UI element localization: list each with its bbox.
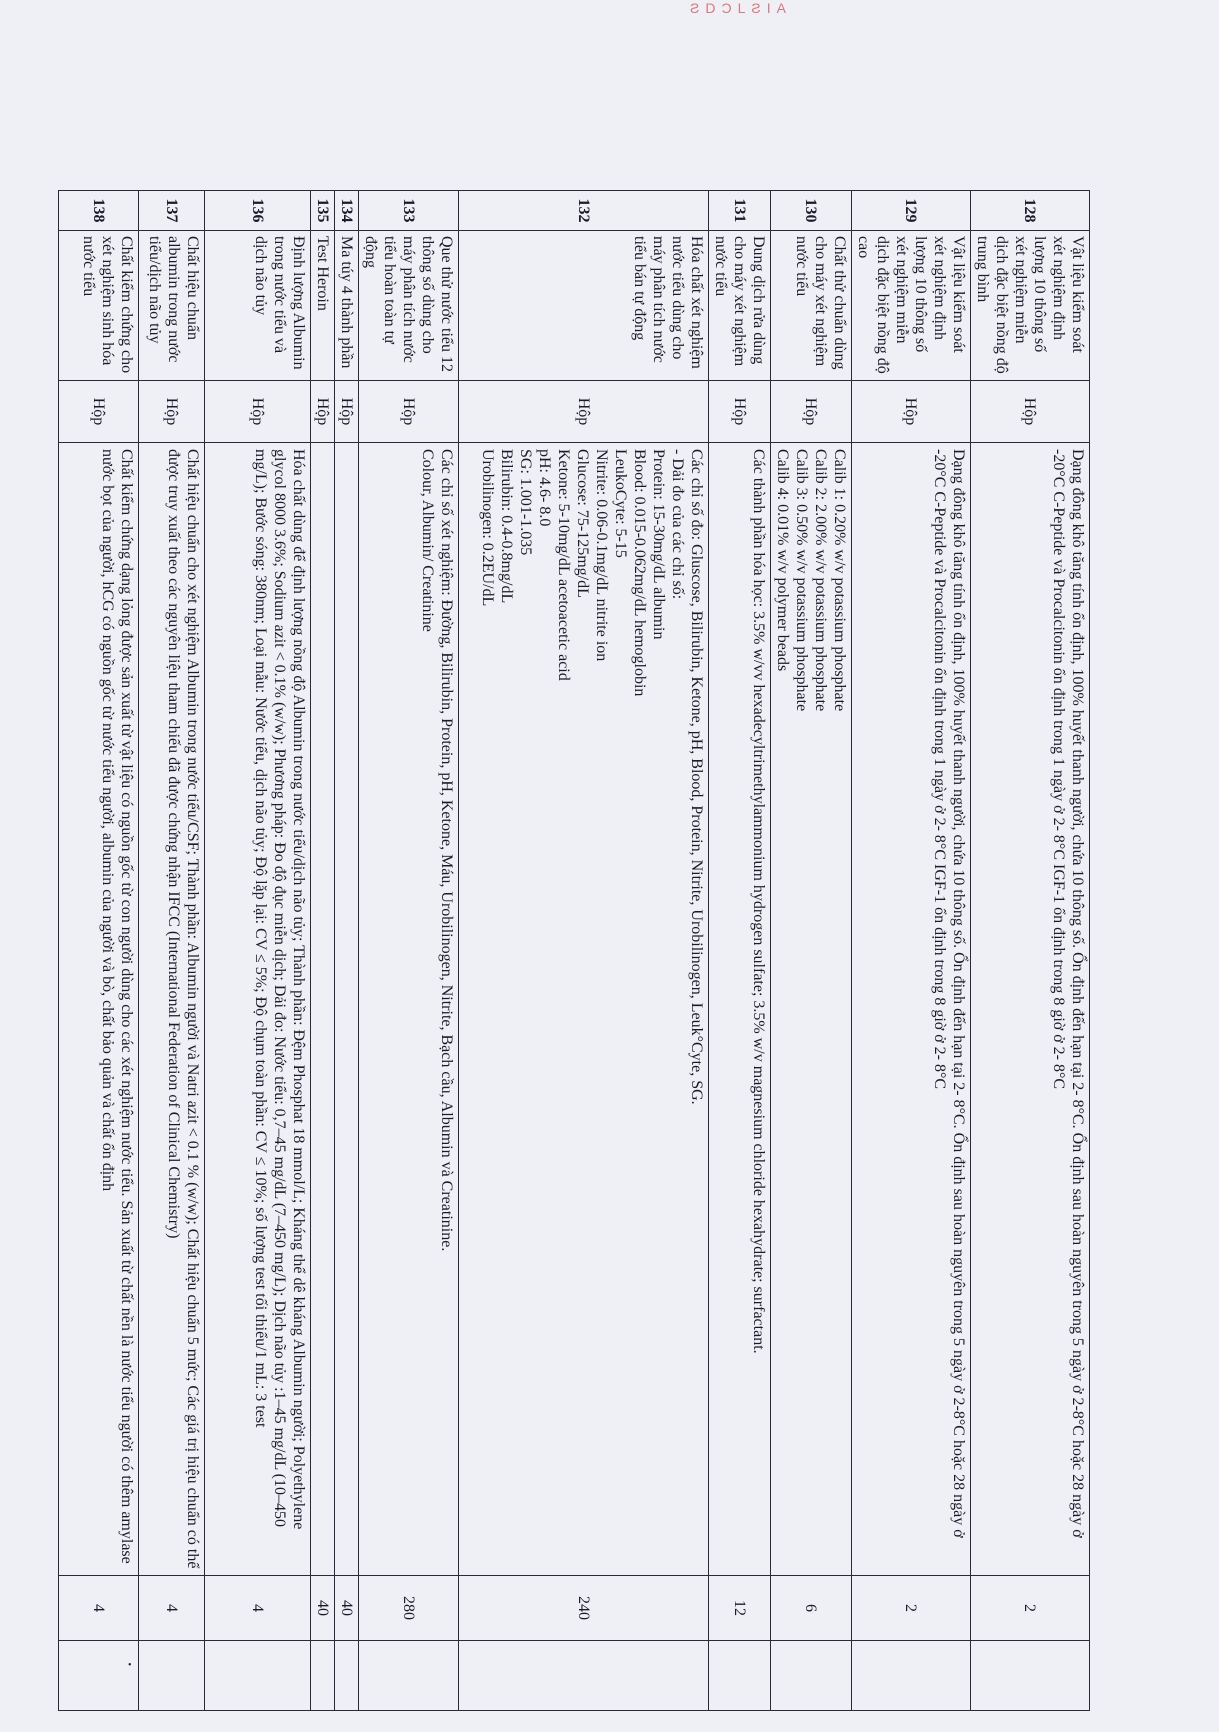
spec-line: Hóa chất dùng để định lượng nồng độ Albumin trong nước tiểu/dịch não tủy; Thành phần: Đệm Phosphat 18 mmol/L; Kháng thể dê kháng Albumin người; Polyethylene glycol 8000 3.6%; Sodium azit < 0.1% (w/w); Phương pháp: Đo độ đục miễn dịch; Dải đo: Nước tiểu: 0,7–45 mg/dL (7–450 mg/L); Dịch não tủy :1–45 mg/dL (10–450 mg/L); Bước sóng: 380nm; Loại mẫu: Nước tiểu, dịch não tủy; Độ lặp lại: CV ≤ 5%; Độ chụm toàn phần: CV ≤ 10%; số lượng test tối thiểu/1 mL: 3 test: [252, 449, 307, 1530]
item-name-cell: Chất thử chuẩn dùng cho máy xét nghiệm nước tiểu: [771, 231, 852, 381]
item-name-cell: Hóa chất xét nghiệm nước tiểu dùng cho máy phân tích nước tiểu bán tự động: [459, 231, 709, 381]
spec-line: Các chỉ số đo: Gluscose, Bilirubin, Ketone, pH, Blood, Protein, Nitrite, Urobilinogen, Leuk°Cyte, SG.: [688, 449, 705, 1105]
spec-line: LeukoCyte: 5-15: [612, 449, 629, 558]
unit-cell: Hộp: [852, 381, 971, 443]
quantity-cell: 40: [311, 1576, 335, 1641]
empty-cell: [311, 1641, 335, 1711]
table-row: [359, 191, 459, 1711]
unit-cell: Hộp: [205, 381, 311, 443]
unit-cell: Hộp: [459, 381, 709, 443]
row-number-cell: 129: [852, 191, 971, 231]
row-number-cell: 133: [359, 191, 459, 231]
specification-cell: [971, 443, 1090, 1576]
spec-line: Calib 2: 2.00% w/v potassium phosphate: [812, 449, 829, 712]
stamp-letter: I: [766, 0, 777, 16]
unit-cell: Hộp: [139, 381, 205, 443]
item-name-cell: Chất hiệu chuẩn albumin trong nước tiểu/dịch não tủy: [139, 231, 205, 381]
spec-line: Colour, Albumin/ Creatinine: [419, 449, 436, 632]
spec-line: SG: 1.001-1.035: [517, 449, 534, 556]
specification-cell: [59, 443, 139, 1576]
table-row: [205, 191, 311, 1711]
empty-cell: [971, 1641, 1090, 1711]
specification-cell: [205, 443, 311, 1576]
quantity-cell: 2: [852, 1576, 971, 1641]
specification-cell: [359, 443, 459, 1576]
spec-line: Chất hiệu chuẩn cho xét nghiệm Albumin trong nước tiểu/CSF; Thành phần: Albumin người và Natri azit < 0.1 % (w/w); Chất hiệu chuẩn 5 mức; Các giá trị hiệu chuẩn có thể được truy xuất theo các nguyên liệu tham chiếu đã được chứng nhận IFCC (International Federation of Clinical Chemistry): [165, 449, 201, 1569]
specification-cell: [852, 443, 971, 1576]
empty-cell: [359, 1641, 459, 1711]
empty-cell: [459, 1641, 709, 1711]
empty-cell: [852, 1641, 971, 1711]
item-name-cell: Chất kiểm chứng cho xét nghiệm sinh hóa nước tiểu: [59, 231, 139, 381]
quantity-cell: 12: [709, 1576, 771, 1641]
empty-cell: [139, 1641, 205, 1711]
row-number-cell: 134: [335, 191, 359, 231]
empty-cell: [205, 1641, 311, 1711]
row-number-cell: 128: [971, 191, 1090, 231]
specification-cell: [335, 443, 359, 1576]
quantity-cell: 6: [771, 1576, 852, 1641]
row-number-cell: 138: [59, 191, 139, 231]
item-name-cell: Vật liệu kiểm soát xét nghiệm định lượng 10 thông số xét nghiệm miễn dịch đặc biệt nồng độ trung bình: [971, 231, 1090, 381]
empty-cell: [709, 1641, 771, 1711]
quantity-cell: 280: [359, 1576, 459, 1641]
specification-cell: [709, 443, 771, 1576]
margin-dot: •: [128, 1660, 132, 1671]
row-number-cell: 132: [459, 191, 709, 231]
spec-line: Các thành phần hóa học: 3.5% w/vv hexadecyltrimethylammonium hydrogen sulfate; 3.5% w/v magnesium chloride hexahydrate; surfactant.: [750, 449, 767, 1354]
table-row: [335, 191, 359, 1711]
row-number-cell: 136: [205, 191, 311, 231]
stamp-letter: Ɔ: [721, 0, 738, 16]
stamp-letter: A: [776, 0, 792, 16]
stamp-letter: L: [737, 0, 752, 16]
table-row: [311, 191, 335, 1711]
empty-cell: [771, 1641, 852, 1711]
item-name-cell: Ma túy 4 thành phần: [335, 231, 359, 381]
row-number-cell: 130: [771, 191, 852, 231]
spec-line: pH: 4.6- 8.0: [536, 449, 553, 527]
unit-cell: Hộp: [971, 381, 1090, 443]
row-number-cell: 135: [311, 191, 335, 231]
quantity-cell: 4: [139, 1576, 205, 1641]
spec-line: Urobilinogen: 0.2EU/dL: [479, 449, 496, 607]
table-row: [852, 191, 971, 1711]
empty-cell: [335, 1641, 359, 1711]
unit-cell: Hộp: [771, 381, 852, 443]
specification-cell: [459, 443, 709, 1576]
spec-line: Calib 1: 0.20% w/v potassium phosphate: [831, 449, 848, 712]
spec-line: Bilirubin: 0.4-0.8mg/dL: [498, 449, 515, 604]
quantity-cell: 4: [59, 1576, 139, 1641]
spec-line: - Dải đo của các chỉ số:: [669, 449, 686, 600]
spec-line: Chất kiểm chứng dạng lỏng được sản xuất từ vật liệu có nguồn gốc từ con người dùng cho các xét nghiệm nước tiểu. Sản xuất từ chất nền là nước tiểu người có thêm amylase nước bọt của người, hCG có nguồn gốc từ nước tiểu người, albumin của người và bò, chất bảo quản và chất ổn định: [99, 449, 135, 1564]
spec-line: Protein: 15-30mg/dL albumin: [650, 449, 667, 640]
unit-cell: Hộp: [59, 381, 139, 443]
specification-cell: [139, 443, 205, 1576]
quantity-cell: 2: [971, 1576, 1090, 1641]
stamp-letter: D: [705, 0, 722, 16]
specification-cell: [311, 443, 335, 1576]
spec-line: Glucose: 75-125mg/dL: [574, 449, 591, 598]
row-number-cell: 137: [139, 191, 205, 231]
item-name-cell: Vật liệu kiểm soát xét nghiệm định lượng 10 thông số xét nghiệm miễn dịch đặc biệt nồng độ cao: [852, 231, 971, 381]
spec-line: Các chỉ số xét nghiệm: Đường, Bilirubin, Protein, pH, Ketone, Máu, Urobilinogen, Nitrite, Bạch cầu, Albumin và Creatinine.: [438, 449, 455, 1252]
spec-line: Calib 3: 0.50% w/v potassium phosphate: [793, 449, 810, 712]
spec-line: Ketone: 5-10mg/dL acetoacetic acid: [555, 449, 572, 681]
quantity-cell: 40: [335, 1576, 359, 1641]
unit-cell: Hộp: [311, 381, 335, 443]
spec-line: Blood: 0.015-0.062mg/dL hemoglobin: [631, 449, 648, 697]
spec-line: Nitrite: 0.06-0.1mg/dL nitrite ion: [593, 449, 610, 662]
table-row: [139, 191, 205, 1711]
spec-line: Calib 4: 0.01% w/v polymer beads: [774, 449, 791, 672]
red-stamp-mark: [690, 0, 880, 16]
stamp-letter: Ƨ: [751, 0, 767, 16]
row-number-cell: 131: [709, 191, 771, 231]
item-name-cell: Que thử nước tiểu 12 thông số dùng cho máy phân tích nước tiểu hoàn toàn tự động: [359, 231, 459, 381]
table-row: [459, 191, 709, 1711]
table-row: [971, 191, 1090, 1711]
unit-cell: Hộp: [335, 381, 359, 443]
item-name-cell: Test Heroin: [311, 231, 335, 381]
spec-line: Dạng đông khô tăng tính ổn định, 100% huyết thanh người, chứa 10 thông số. Ổn định đến hạn tại 2- 8°C. Ổn định sau hoàn nguyên trong 5 ngày ở 2-8°C hoặc 28 ngày ở -20°C C-Peptide và Procalcitonin ổn định trong 1 ngày ở 2- 8°C IGF-1 ổn định trong 8 giờ ở 2- 8°C: [931, 449, 967, 1538]
reagent-table: [58, 190, 1090, 1711]
unit-cell: Hộp: [709, 381, 771, 443]
unit-cell: Hộp: [359, 381, 459, 443]
specification-cell: [771, 443, 852, 1576]
rotated-table-page: [80, 190, 1090, 1710]
table-row: [709, 191, 771, 1711]
quantity-cell: 4: [205, 1576, 311, 1641]
spec-line: Dạng đông khô tăng tính ổn định, 100% huyết thanh người, chứa 10 thông số. Ổn định đến hạn tại 2- 8°C. Ổn định sau hoàn nguyên trong 5 ngày ở 2-8°C hoặc 28 ngày ở -20°C C-Peptide và Procalcitonin ổn định trong 1 ngày ở 2- 8°C IGF-1 ổn định trong 8 giờ ở 2- 8°C: [1050, 449, 1086, 1538]
table-row: [771, 191, 852, 1711]
quantity-cell: 240: [459, 1576, 709, 1641]
item-name-cell: Dung dịch rửa dùng cho máy xét nghiệm nước tiểu: [709, 231, 771, 381]
empty-cell: [59, 1641, 139, 1711]
table-row: [59, 191, 139, 1711]
item-name-cell: Định lượng Albumin trong nước tiểu và dịch não tủy: [205, 231, 311, 381]
stamp-letter: Ƨ: [690, 0, 706, 16]
